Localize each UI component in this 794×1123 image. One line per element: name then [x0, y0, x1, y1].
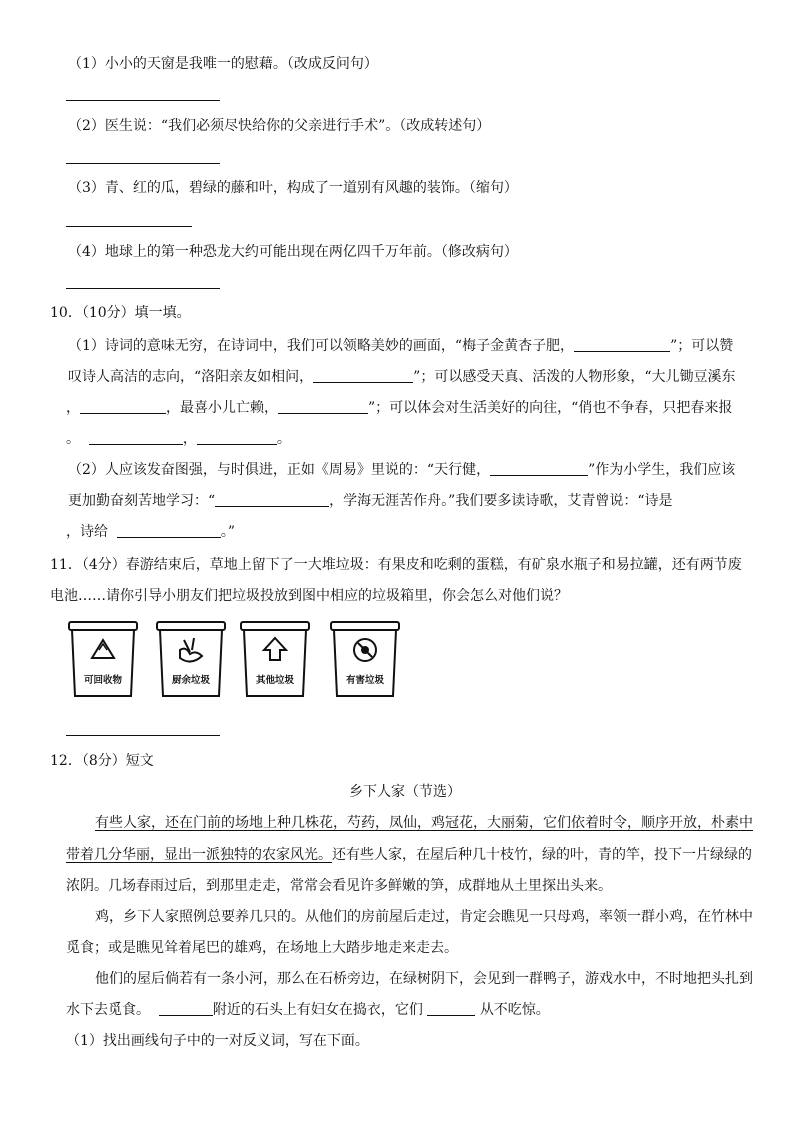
other-waste-icon: [240, 620, 310, 698]
text: （1）诗词的意味无穷，在诗词中，我们可以领略美妙的画面，“梅子金黄杏子肥，: [68, 338, 575, 354]
blank-spring-2[interactable]: [197, 430, 277, 445]
q9-item-2: （2）医生说：“我们必须尽快给你的父亲进行手术”。（改成转述句）: [68, 118, 491, 134]
q10-heading: 10．（10分）填一填。: [50, 305, 191, 321]
bin-label: 可回收物: [83, 675, 122, 686]
text: ，最喜小儿亡赖，: [166, 400, 278, 416]
answer-line-q9-4[interactable]: [66, 288, 220, 289]
text: ，诗给: [66, 524, 108, 540]
passage-p1-line-1: 有些人家，还在门前的场地上种几株花，芍药，凤仙，鸡冠花，大丽菊，它们依着时令，顺序开放，朴素中: [95, 815, 753, 831]
answer-line-q11[interactable]: [66, 735, 220, 736]
blank-passage-1[interactable]: [159, 1001, 213, 1016]
q10-line-5: [68, 460, 735, 480]
q9-item-1: （1）小小的天窗是我唯一的慰藉。（改成反问句）: [68, 56, 378, 72]
q9-item-4: （4）地球上的第一种恐龙大约可能出现在两亿四千万年前。（修改病句）: [68, 244, 518, 260]
blank-shushan[interactable]: [215, 492, 329, 507]
text: 从不吃惊。: [479, 1002, 550, 1018]
q10-line-7: [66, 522, 235, 542]
text: 水下去觅食。: [66, 1002, 150, 1018]
bin-label: 厨余垃圾: [171, 675, 210, 686]
q12-sub-question-1: （1）找出画线句子中的一对反义词，写在下面。: [66, 1033, 369, 1049]
answer-line-q9-1[interactable]: [66, 100, 220, 101]
text: 。”: [220, 524, 236, 540]
text: （2）人应该发奋图强，与时俱进，正如《周易》里说的：“天行健，: [68, 462, 491, 478]
bin-label: 有害垃圾: [345, 675, 384, 686]
bin-food-waste: [156, 620, 226, 698]
q11-line-2: 电池……请你引导小朋友们把垃圾投放到图中相应的垃圾箱里，你会怎么对他们说？: [50, 588, 568, 604]
text: ”；可以体会对生活美好的向往，“俏也不争春，只把春来报: [368, 400, 733, 416]
passage-p1-line-2: [66, 845, 752, 865]
text: ，学海无涯苦作舟。”我们要多读诗歌，艾青曾说：“诗是: [329, 493, 673, 509]
answer-line-q9-3[interactable]: [66, 226, 192, 227]
q10-line-4: [66, 429, 291, 449]
blank-wulai[interactable]: [278, 399, 368, 414]
passage-p2-line-2: 觅食；或是瞧见耸着尾巴的雄鸡，在场地上大踏步地走来走去。: [66, 940, 458, 956]
blank-passage-2[interactable]: [427, 1001, 475, 1016]
garbage-bins: [68, 620, 408, 700]
blank-luoyang[interactable]: [313, 368, 413, 383]
blank-zhouyi[interactable]: [490, 461, 588, 476]
text: ，: [66, 400, 80, 416]
underlined-sentence: 带着几分华丽，显出一派独特的农家风光。: [66, 847, 332, 863]
blank-poem[interactable]: [117, 523, 221, 538]
bin-hazardous: [330, 620, 400, 698]
q10-line-6: [68, 491, 673, 511]
bin-recyclable: [68, 620, 138, 698]
blank-plum[interactable]: [574, 337, 670, 352]
passage-p3-line-1: 他们的屋后倘若有一条小河，那么在石桥旁边，在绿树阴下，会见到一群鸭子，游戏水中，不时地把头扎到: [95, 971, 753, 987]
text: 还有些人家，在屋后种几十枝竹，绿的叶，青的竿，投下一片绿绿的: [332, 847, 752, 863]
bin-other-waste: [240, 620, 310, 698]
q10-line-1: [68, 336, 733, 356]
text: ”；可以赞: [670, 338, 734, 354]
text: 。: [276, 431, 291, 447]
food-waste-icon: [156, 620, 226, 698]
text: 。: [66, 431, 80, 447]
passage-title: 乡下人家（节选）: [349, 784, 461, 800]
blank-dou[interactable]: [80, 399, 166, 414]
recycle-icon: [68, 620, 138, 698]
passage-p2-line-1: 鸡，乡下人家照例总要养几只的。从他们的房前屋后走过，肯定会瞧见一只母鸡，率领一群小鸡，在竹林中: [95, 909, 753, 925]
text: 更加勤奋刻苦地学习：“: [68, 493, 216, 509]
q11-line-1: 11．（4分）春游结束后，草地上留下了一大堆垃圾：有果皮和吃剩的蛋糕，有矿泉水瓶子和易拉罐，还有两节废: [50, 557, 742, 573]
passage-p3-line-2: [66, 1000, 550, 1020]
text: 叹诗人高洁的志向，“洛阳亲友如相问，: [68, 369, 314, 385]
text: ，: [182, 431, 197, 447]
q10-line-2: [68, 367, 735, 387]
passage-p1-line-3: 浓阴。几场春雨过后，到那里走走，常常会看见许多鲜嫩的笋，成群地从土里探出头来。: [66, 878, 612, 894]
hazardous-waste-icon: [330, 620, 400, 698]
blank-spring-1[interactable]: [89, 430, 183, 445]
text: 附近的石头上有妇女在捣衣，它们: [212, 1002, 423, 1018]
bin-label: 其他垃圾: [255, 675, 294, 686]
text: ”；可以感受天真、活泼的人物形象，“大儿锄豆溪东: [413, 369, 736, 385]
text: ”作为小学生，我们应该: [588, 462, 736, 478]
q9-item-3: （3）青、红的瓜，碧绿的藤和叶，构成了一道别有风趣的装饰。（缩句）: [68, 180, 518, 196]
q10-line-3: [66, 398, 732, 418]
answer-line-q9-2[interactable]: [66, 163, 220, 164]
q12-heading: 12．（8分）短文: [50, 753, 154, 769]
